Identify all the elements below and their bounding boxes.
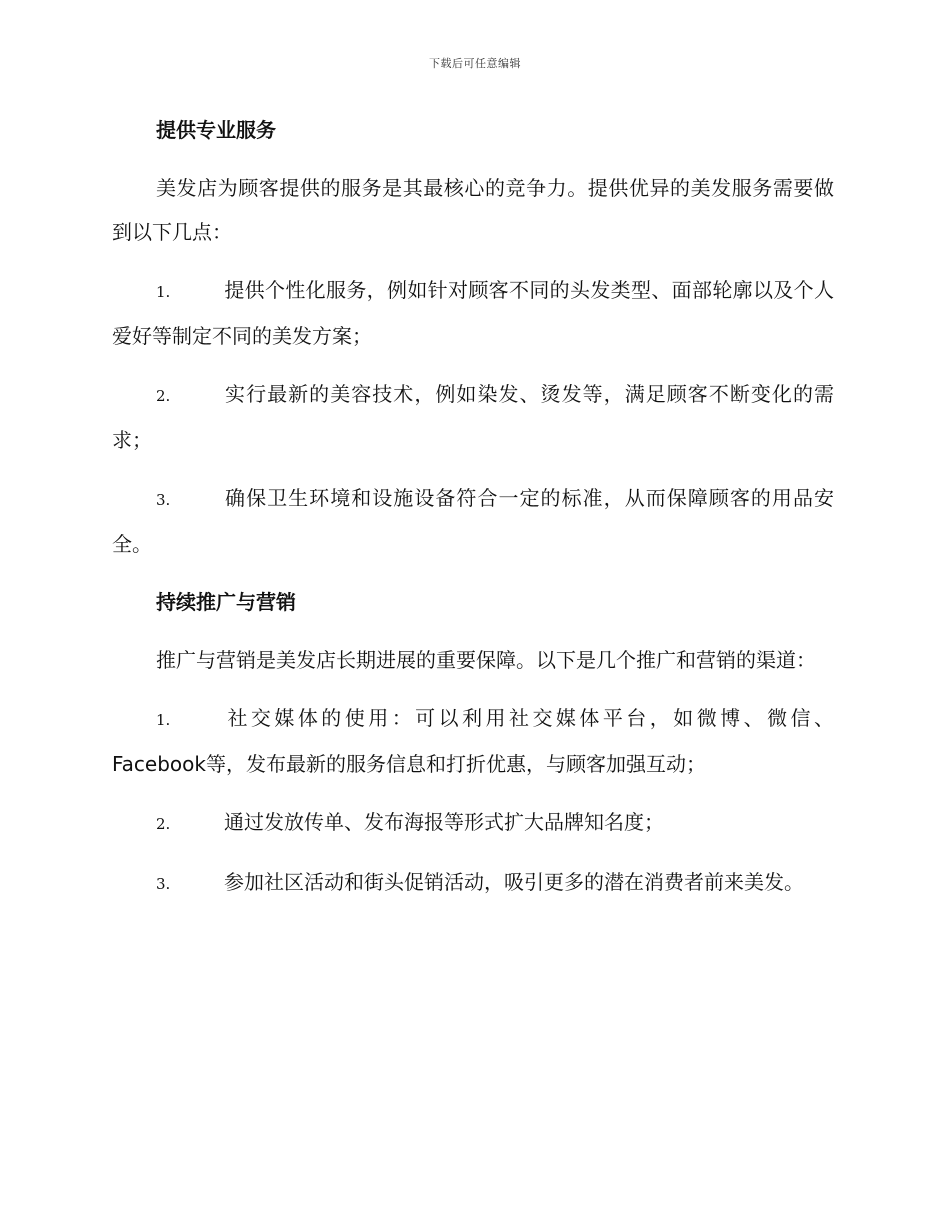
section-intro-paragraph: 推广与营销是美发店长期进展的重要保障。以下是几个推广和营销的渠道：	[156, 648, 816, 672]
section-intro-paragraph: 美发店为顾客提供的服务是其最核心的竞争力。提供优异的美发服务需要做到以下几点：	[112, 176, 834, 244]
list-item	[112, 372, 834, 462]
list-item-number: 2.	[156, 387, 171, 405]
list-item-number: 1.	[156, 711, 171, 729]
list-item	[112, 696, 834, 786]
list-item-number: 3.	[156, 875, 171, 893]
list-item-number: 1.	[156, 283, 171, 301]
list-item-text: 社交媒体的使用：可以利用社交媒体平台，如微博、微信、Facebook等，发布最新的服务信息和打折优惠，与顾客加强互动；	[112, 706, 834, 776]
page-header-note: 下载后可任意编辑	[429, 57, 521, 70]
list-item-text: 实行最新的美容技术，例如染发、烫发等，满足顾客不断变化的需求；	[112, 382, 834, 452]
list-item	[112, 268, 834, 358]
list-item	[112, 860, 834, 906]
section-heading-professional-service: 提供专业服务	[156, 118, 276, 142]
list-item-text: 确保卫生环境和设施设备符合一定的标准，从而保障顾客的用品安全。	[112, 486, 834, 556]
list-item-text: 通过发放传单、发布海报等形式扩大品牌知名度；	[224, 810, 664, 834]
list-item-number: 2.	[156, 815, 171, 833]
section-heading-promotion-marketing: 持续推广与营销	[156, 590, 296, 614]
document-body	[112, 108, 834, 906]
list-item	[112, 476, 834, 566]
list-item-text: 参加社区活动和街头促销活动，吸引更多的潜在消费者前来美发。	[224, 870, 804, 894]
list-item	[112, 800, 834, 846]
list-item-text: 提供个性化服务，例如针对顾客不同的头发类型、面部轮廓以及个人爱好等制定不同的美发方案；	[112, 278, 834, 348]
list-item-number: 3.	[156, 491, 171, 509]
